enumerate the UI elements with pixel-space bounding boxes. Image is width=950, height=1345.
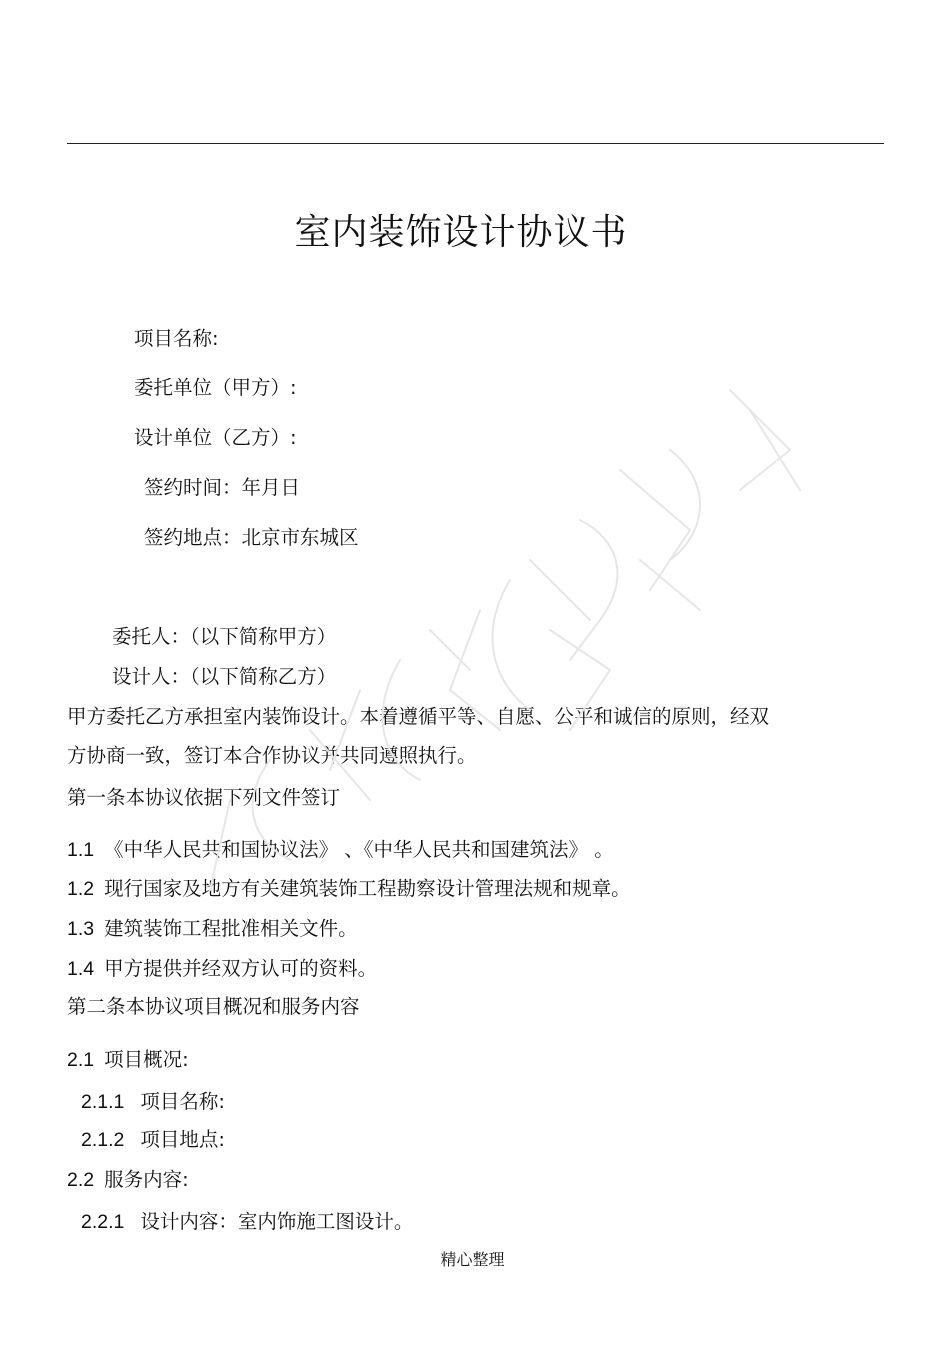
article2-item [67,1170,189,1191]
article1-heading: 第一条本协议依据下列文件签订 [67,786,341,809]
article1-item [67,840,614,861]
item-text: 甲方提供并经双方认可的资料。 [104,957,378,980]
sign-time-field: 签约时间：年月日 [144,476,301,499]
item-text: 建筑装饰工程批准相关文件。 [104,917,358,940]
article1-item [67,879,631,900]
item-text: 项目名称: [140,1090,225,1113]
item-number: 2.2 [67,1169,95,1191]
item-text: 《中华人民共和国协议法》 、《中华人民共和国建筑法》 。 [104,838,614,861]
article1-item [67,919,358,940]
item-text: 项目地点: [140,1128,225,1151]
designer-party: 设计人：（以下简称乙方） [112,665,337,688]
item-number: 1.3 [67,918,95,940]
item-text: 服务内容: [104,1168,189,1191]
intro-line-1: 甲方委托乙方承担室内装饰设计。本着遵循平等、自愿、公平和诚信的原则，经双 [67,705,770,728]
item-number: 2.1.2 [81,1129,125,1151]
client-unit-field: 委托单位（甲方）: [134,376,297,399]
item-number: 2.1 [67,1049,95,1071]
article2-item [81,1130,225,1151]
item-number: 1.2 [67,878,95,900]
article2-heading: 第二条本协议项目概况和服务内容 [67,995,360,1018]
item-number: 1.1 [67,839,95,861]
document-title: 室内装饰设计协议书 [294,212,628,253]
article2-item [67,1050,189,1071]
intro-line-2: 方协商一致，签订本合作协议并共同遵照执行。 [67,744,477,767]
item-text: 设计内容：室内饰施工图设计。 [140,1210,414,1233]
sign-place-field: 签约地点：北京市东城区 [144,526,359,549]
article2-item [81,1212,413,1233]
page-footer: 精心整理 [440,1250,505,1269]
item-number: 2.1.1 [81,1091,125,1113]
item-text: 现行国家及地方有关建筑装饰工程勘察设计管理法规和规章。 [104,877,631,900]
article1-item [67,959,377,980]
designer-unit-field: 设计单位（乙方）: [134,426,297,449]
item-text: 项目概况: [104,1048,189,1071]
article2-item [81,1092,225,1113]
client-party: 委托人：（以下简称甲方） [112,625,337,648]
item-number: 1.4 [67,958,95,980]
item-number: 2.2.1 [81,1211,125,1233]
project-name-field: 项目名称: [134,327,219,350]
header-rule [67,143,884,144]
